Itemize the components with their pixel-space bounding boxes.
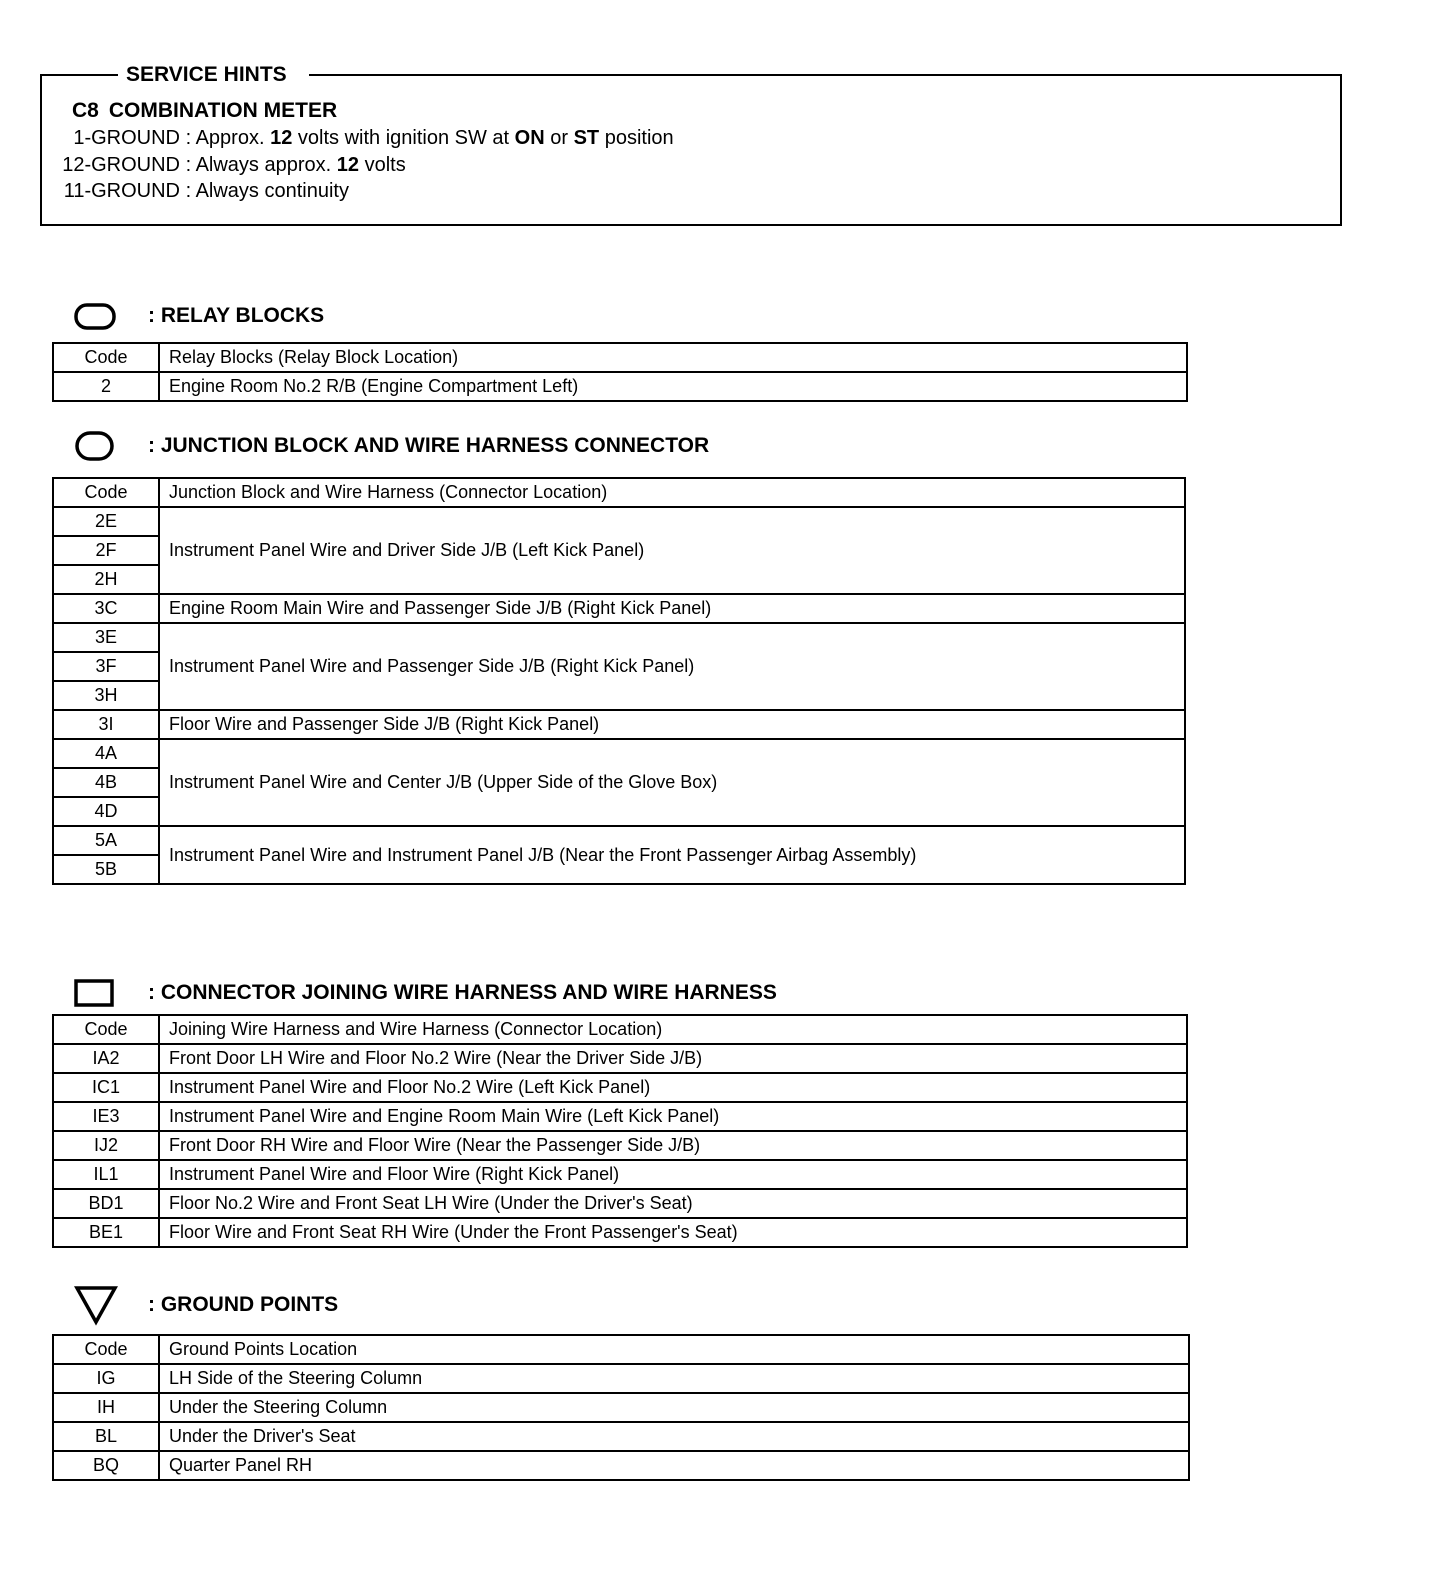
- row-code: BD1: [53, 1189, 159, 1218]
- row-desc: Engine Room No.2 R/B (Engine Compartment Left): [159, 372, 1187, 401]
- connectors-heading: [74, 975, 777, 1011]
- section-title: : JUNCTION BLOCK AND WIRE HARNESS CONNECTOR: [148, 434, 710, 457]
- row-code: IJ2: [53, 1131, 159, 1160]
- row-desc: Instrument Panel Wire and Floor No.2 Wire (Left Kick Panel): [159, 1073, 1187, 1102]
- row-code: BQ: [53, 1451, 159, 1480]
- section-title: : CONNECTOR JOINING WIRE HARNESS AND WIRE HARNESS: [148, 981, 777, 1004]
- table-row: [53, 372, 1187, 401]
- row-desc: Instrument Panel Wire and Floor Wire (Right Kick Panel): [159, 1160, 1187, 1189]
- row-desc: Floor Wire and Passenger Side J/B (Right Kick Panel): [159, 710, 1185, 739]
- header-desc: Joining Wire Harness and Wire Harness (Connector Location): [159, 1015, 1187, 1044]
- row-code: 3F: [53, 652, 159, 681]
- row-code: IH: [53, 1393, 159, 1422]
- component-heading: [72, 98, 337, 124]
- table-header-row: [53, 343, 1187, 372]
- hint-text: volts: [364, 154, 406, 176]
- table-row: [53, 826, 1185, 855]
- table-row: [53, 1218, 1187, 1247]
- table-row: [53, 1131, 1187, 1160]
- row-code: 5B: [53, 855, 159, 884]
- hint-text: Always continuity: [195, 180, 349, 202]
- header-desc: Ground Points Location: [159, 1335, 1189, 1364]
- row-code: 4D: [53, 797, 159, 826]
- row-code: 3E: [53, 623, 159, 652]
- row-code: IA2: [53, 1044, 159, 1073]
- row-desc: Instrument Panel Wire and Center J/B (Upper Side of the Glove Box): [159, 739, 1185, 826]
- row-desc: Front Door RH Wire and Floor Wire (Near the Passenger Side J/B): [159, 1131, 1187, 1160]
- row-code: 2: [53, 372, 159, 401]
- table-header-row: [53, 1335, 1189, 1364]
- row-code: 3I: [53, 710, 159, 739]
- junction-blocks-table: [52, 477, 1186, 885]
- triangle-down-icon: [74, 1284, 118, 1326]
- row-code: 2H: [53, 565, 159, 594]
- row-code: 2F: [53, 536, 159, 565]
- hint-value: ST: [573, 127, 600, 149]
- row-desc: Engine Room Main Wire and Passenger Side J/B (Right Kick Panel): [159, 594, 1185, 623]
- header-code: Code: [53, 478, 159, 507]
- hint-separator: :: [185, 154, 192, 176]
- hint-separator: :: [185, 180, 192, 202]
- table-row: [53, 1044, 1187, 1073]
- table-row: [53, 1393, 1189, 1422]
- hint-text: volts with ignition SW at: [297, 127, 510, 149]
- rounded-rect-icon: [74, 300, 118, 332]
- hint-line-2: [42, 152, 406, 178]
- row-desc: Quarter Panel RH: [159, 1451, 1189, 1480]
- row-desc: LH Side of the Steering Column: [159, 1364, 1189, 1393]
- table-row: [53, 710, 1185, 739]
- row-desc: Under the Driver's Seat: [159, 1422, 1189, 1451]
- hint-text: Approx.: [195, 127, 265, 149]
- square-icon: [74, 977, 118, 1009]
- junction-blocks-heading: [74, 428, 709, 464]
- table-row: [53, 1189, 1187, 1218]
- relay-blocks-table: [52, 342, 1188, 402]
- table-row: [53, 1364, 1189, 1393]
- header-code: Code: [53, 343, 159, 372]
- service-hints-box: [40, 63, 1342, 226]
- table-row: [53, 1451, 1189, 1480]
- hint-value: ON: [514, 127, 545, 149]
- component-code: C8: [72, 99, 99, 122]
- hint-value: 12: [270, 127, 293, 149]
- row-desc: Floor Wire and Front Seat RH Wire (Under the Front Passenger's Seat): [159, 1218, 1187, 1247]
- row-code: IE3: [53, 1102, 159, 1131]
- table-header-row: [53, 1015, 1187, 1044]
- table-row: [53, 507, 1185, 536]
- hint-text: Always approx.: [195, 154, 332, 176]
- row-desc: Under the Steering Column: [159, 1393, 1189, 1422]
- ground-points-table: [52, 1334, 1190, 1481]
- table-row: [53, 623, 1185, 652]
- row-code: 4B: [53, 768, 159, 797]
- row-desc: Front Door LH Wire and Floor No.2 Wire (Near the Driver Side J/B): [159, 1044, 1187, 1073]
- component-name: COMBINATION METER: [108, 99, 338, 122]
- row-code: 3H: [53, 681, 159, 710]
- hint-terminal: 12-GROUND: [62, 154, 180, 176]
- row-desc: Instrument Panel Wire and Instrument Panel J/B (Near the Front Passenger Airbag Assembly): [159, 826, 1185, 884]
- row-code: IC1: [53, 1073, 159, 1102]
- row-code: BL: [53, 1422, 159, 1451]
- table-row: [53, 1422, 1189, 1451]
- table-row: [53, 594, 1185, 623]
- table-row: [53, 1102, 1187, 1131]
- section-title: : GROUND POINTS: [148, 1293, 339, 1316]
- hint-terminal: 1-GROUND: [73, 127, 180, 149]
- row-desc: Instrument Panel Wire and Passenger Side J/B (Right Kick Panel): [159, 623, 1185, 710]
- header-desc: Junction Block and Wire Harness (Connector Location): [159, 478, 1185, 507]
- relay-blocks-heading: [74, 298, 324, 334]
- header-code: Code: [53, 1335, 159, 1364]
- hint-terminal: 11-GROUND: [63, 180, 180, 202]
- row-code: 5A: [53, 826, 159, 855]
- hint-line-3: [42, 178, 349, 204]
- header-desc: Relay Blocks (Relay Block Location): [159, 343, 1187, 372]
- row-code: BE1: [53, 1218, 159, 1247]
- table-row: [53, 739, 1185, 768]
- table-row: [53, 1160, 1187, 1189]
- table-row: [53, 1073, 1187, 1102]
- hint-text: position: [604, 127, 674, 149]
- hint-value: 12: [336, 154, 360, 176]
- row-code: IG: [53, 1364, 159, 1393]
- row-desc: Floor No.2 Wire and Front Seat LH Wire (Under the Driver's Seat): [159, 1189, 1187, 1218]
- row-code: IL1: [53, 1160, 159, 1189]
- row-desc: Instrument Panel Wire and Engine Room Main Wire (Left Kick Panel): [159, 1102, 1187, 1131]
- ground-points-heading: [74, 1284, 338, 1326]
- header-code: Code: [53, 1015, 159, 1044]
- hint-line-1: [42, 125, 674, 151]
- table-header-row: [53, 478, 1185, 507]
- section-title: : RELAY BLOCKS: [148, 304, 325, 327]
- hint-text: or: [550, 127, 569, 149]
- row-desc: Instrument Panel Wire and Driver Side J/B (Left Kick Panel): [159, 507, 1185, 594]
- connectors-table: [52, 1014, 1188, 1248]
- service-hints-title: SERVICE HINTS: [118, 62, 309, 88]
- row-code: 2E: [53, 507, 159, 536]
- hint-separator: :: [185, 127, 192, 149]
- row-code: 4A: [53, 739, 159, 768]
- row-code: 3C: [53, 594, 159, 623]
- oval-icon: [74, 430, 118, 462]
